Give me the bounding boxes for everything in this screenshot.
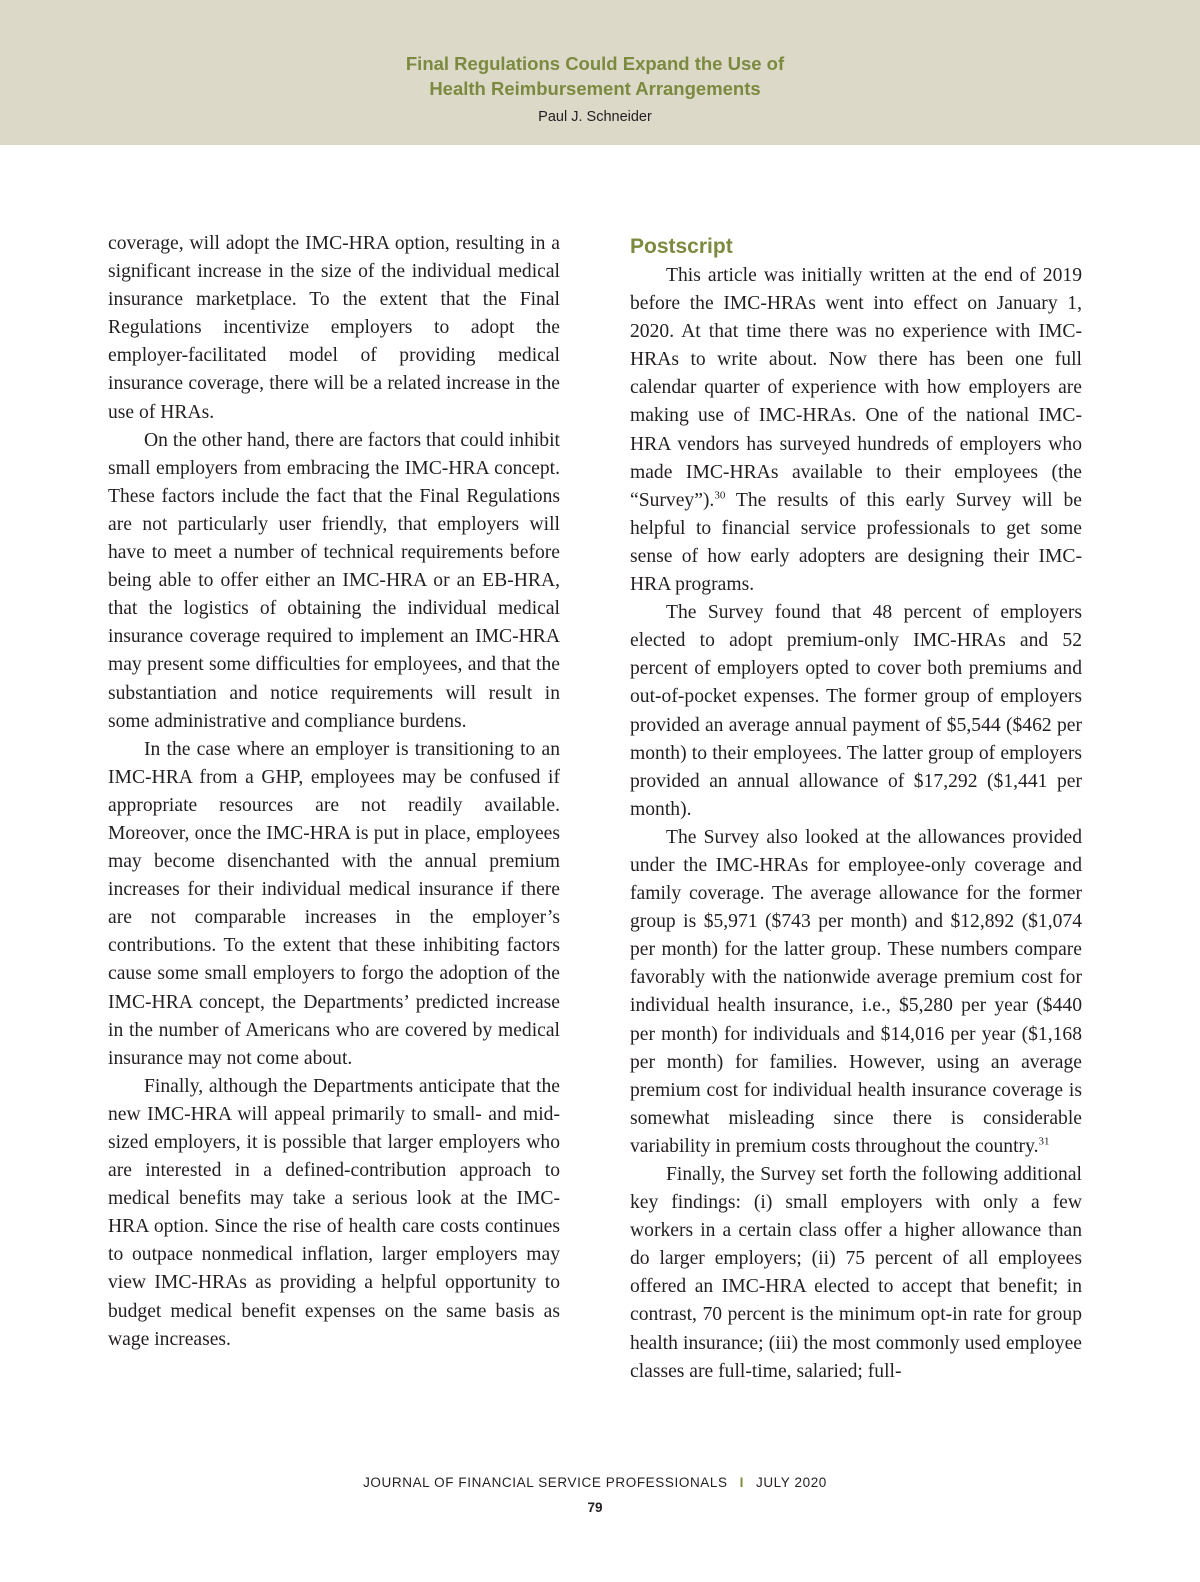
page-number: 79 bbox=[587, 1500, 603, 1515]
body-paragraph: The Survey found that 48 percent of employers elected to adopt premium-only IMC-HRAs and 52 percent of employers opted to cover both premiums and out-of-pocket expenses. The former group of employers provided an average annual payment of $5,544 ($462 per month) to their employees. The latter group of employers provided an annual allowance of $17,292 ($1,441 per month). bbox=[630, 602, 1082, 820]
right-column bbox=[630, 230, 1082, 1386]
body-paragraph: Finally, although the Departments anticipate that the new IMC-HRA will appeal primarily to small- and mid-sized employers, it is possible that larger employers who are interested in a defined-contribution approach to medical benefits may take a serious look at the IMC-HRA option. Since the rise of health care costs continues to outpace nonmedical inflation, larger employers may view IMC-HRAs as providing a helpful opportunity to budget medical benefit expenses on the same basis as wage increases. bbox=[108, 1075, 560, 1350]
article-title bbox=[0, 51, 1190, 101]
left-column bbox=[108, 230, 560, 1354]
body-paragraph: coverage, will adopt the IMC-HRA option, resulting in a significant increase in the size of the individual medical insurance marketplace. To the extent that the Final Regulations incentivize employers to adopt the employer-facilitated model of providing medical insurance coverage, there will be a related increase in the use of HRAs. bbox=[108, 233, 560, 423]
footer-separator: I bbox=[739, 1475, 744, 1490]
issue-date: JULY 2020 bbox=[755, 1475, 827, 1490]
article-title-line-2: Health Reimbursement Arrangements bbox=[429, 78, 761, 99]
footnote-ref-30[interactable]: 30 bbox=[714, 489, 726, 502]
body-paragraph: On the other hand, there are factors that could inhibit small employers from embracing the IMC-HRA concept. These factors include the fact that the Final Regulations are not particularly user friendly, that employers will have to meet a number of technical requirements before being able to offer either an IMC-HRA or an EB-HRA, that the logistics of obtaining the individual medical insurance coverage required to implement an IMC-HRA may present some difficulties for employees, and that the substantiation and notice requirements will result in some administrative and compliance burdens. bbox=[108, 429, 560, 732]
paragraph-text: This article was initially written at the end of 2019 before the IMC-HRAs went into effect on January 1, 2020. At that time there was no experience with IMC-HRAs to write about. Now there has been one full calendar quarter of experience with how employers are making use of IMC-HRAs. One of the national IMC-HRA vendors has surveyed hundreds of employers who made IMC-HRAs available to their employees (the “Survey”). bbox=[630, 265, 1082, 511]
body-paragraph bbox=[630, 262, 1082, 599]
body-paragraph: Finally, the Survey set forth the following additional key findings: (i) small employers with only a few workers in a certain class offer a higher allowance than do larger employers; (ii) 75 percent of all employees offered an IMC-HRA elected to accept that benefit; in contrast, 70 percent is the minimum opt-in rate for group health insurance; (iii) the most commonly used employee classes are full-time, salaried; full- bbox=[630, 1164, 1082, 1382]
article-title-line-1: Final Regulations Could Expand the Use of bbox=[405, 53, 785, 74]
paragraph-text: The Survey also looked at the allowances provided under the IMC-HRAs for employee-only coverage and family coverage. The average allowance for the former group is $5,971 ($743 per month) and $12,892 ($1,074 per month) for the latter group. These numbers compare favorably with the nationwide average premium cost for individual health insurance, i.e., $5,280 per year ($440 per month) for individuals and $14,016 per year ($1,168 per month) for families. However, using an average premium cost for individual health insurance coverage is somewhat misleading since there is considerable variability in premium costs throughout the country. bbox=[630, 826, 1082, 1157]
journal-name: JOURNAL OF FINANCIAL SERVICE PROFESSIONALS bbox=[363, 1475, 728, 1490]
footer-running-title bbox=[0, 1475, 1190, 1490]
article-author: Paul J. Schneider bbox=[538, 109, 652, 125]
footnote-ref-31[interactable]: 31 bbox=[1038, 1135, 1050, 1148]
body-paragraph bbox=[630, 824, 1082, 1161]
paragraph-text: The results of this early Survey will be helpful to financial service professionals to get some sense of how early adopters are designing their IMC-HRA programs. bbox=[630, 489, 1082, 596]
body-paragraph: In the case where an employer is transitioning to an IMC-HRA from a GHP, employees may be confused if appropriate resources are not readily available. Moreover, once the IMC-HRA is put in place, employees may become disenchanted with the annual premium increases for their individual medical insurance if there are not comparable increases in the employer’s contributions. To the extent that these inhibiting factors cause some small employers to forgo the adoption of the IMC-HRA concept, the Departments’ predicted increase in the number of Americans who are covered by medical insurance may not come about. bbox=[108, 738, 560, 1069]
section-heading-postscript: Postscript bbox=[630, 235, 733, 258]
